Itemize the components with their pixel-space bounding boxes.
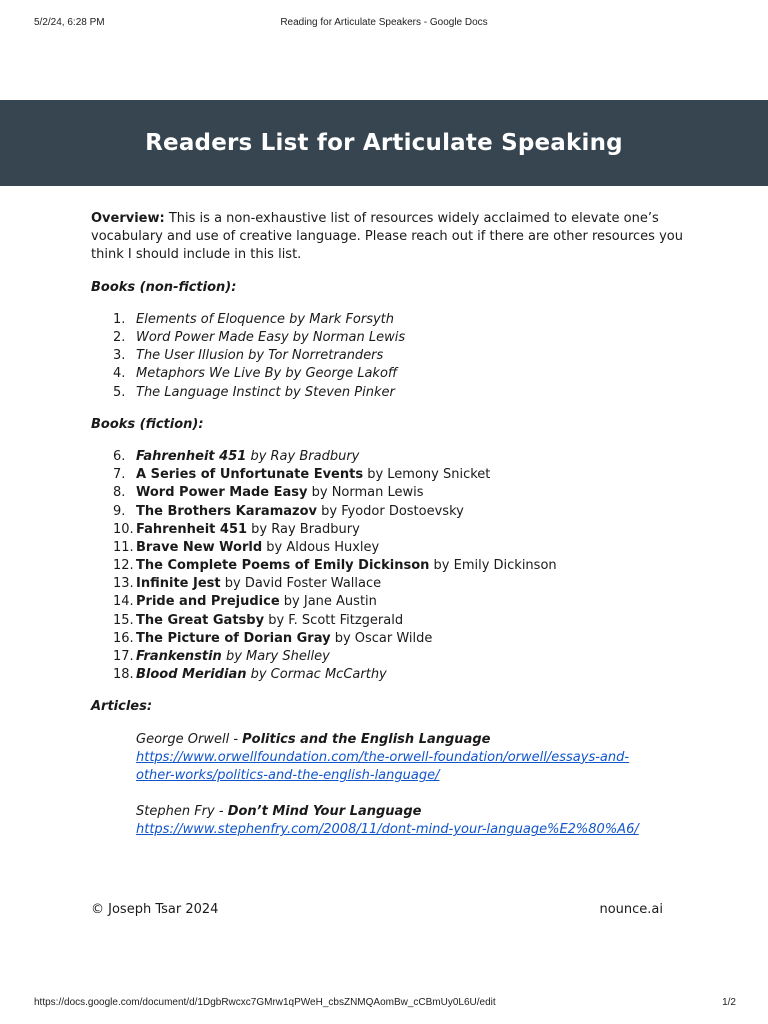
book-author: by Aldous Huxley <box>262 539 380 555</box>
nonfiction-heading: Books (non-fiction): <box>91 279 237 295</box>
article-title: Don’t Mind Your Language <box>227 804 422 820</box>
print-header <box>0 17 768 31</box>
list-item <box>91 521 691 539</box>
list-number: 9. <box>113 503 126 519</box>
list-item <box>91 539 691 557</box>
list-item <box>91 347 691 365</box>
list-number: 14. <box>113 594 134 610</box>
book-author: by Lemony Snicket <box>363 467 491 483</box>
book-author: by Cormac McCarthy <box>246 667 387 683</box>
print-doc-title: Reading for Articulate Speakers - Google Docs <box>280 17 488 28</box>
list-item <box>91 311 691 329</box>
book-entry <box>136 557 691 575</box>
book-entry <box>136 575 691 593</box>
overview-text: This is a non-exhaustive list of resources widely acclaimed to elevate one’s vocabulary and use of creative language. Please reach out if there are other resources you think I should include in this list. <box>91 211 683 263</box>
article-citation <box>136 803 691 821</box>
book-author: by F. Scott Fitzgerald <box>264 612 404 628</box>
copyright-text: © Joseph Tsar 2024 <box>91 902 219 917</box>
book-entry <box>136 630 691 648</box>
list-number: 4. <box>113 366 126 382</box>
overview-paragraph <box>91 210 691 265</box>
book-title: Fahrenheit 451 <box>136 521 248 537</box>
list-number: 8. <box>113 485 126 501</box>
print-url: https://docs.google.com/document/d/1DgbRwcxc7GMrw1qPWeH_cbsZNMQAomBw_cCBmUy0L6U/edit <box>34 997 496 1008</box>
list-number: 5. <box>113 384 126 400</box>
book-author: by Oscar Wilde <box>330 630 433 646</box>
list-item <box>91 329 691 347</box>
book-title: Pride and Prejudice <box>136 594 280 610</box>
list-number: 1. <box>113 311 126 327</box>
book-entry <box>136 484 691 502</box>
book-entry <box>136 612 691 630</box>
document-body <box>91 210 691 858</box>
overview-label: Overview: <box>91 211 165 226</box>
list-number: 13. <box>113 576 134 592</box>
book-entry <box>136 648 691 666</box>
book-author: by Emily Dickinson <box>429 558 557 574</box>
book-author: by Ray Bradbury <box>246 448 360 464</box>
list-item <box>91 503 691 521</box>
book-author: by Ray Bradbury <box>247 521 360 537</box>
site-name: nounce.ai <box>599 902 663 917</box>
print-page-number: 1/2 <box>722 997 736 1008</box>
nonfiction-list <box>91 311 691 402</box>
list-number: 6. <box>113 448 126 464</box>
book-title: The Picture of Dorian Gray <box>136 630 331 646</box>
articles-list <box>91 731 691 840</box>
list-number: 2. <box>113 330 126 345</box>
book-entry <box>136 466 691 484</box>
book-entry: The User Illusion by Tor Norretranders <box>136 348 384 364</box>
list-item <box>91 630 691 648</box>
book-title: Frankenstin <box>136 649 222 665</box>
book-entry <box>136 593 691 611</box>
article-link[interactable] <box>136 822 639 837</box>
article-item <box>136 803 691 839</box>
list-item <box>91 666 691 684</box>
book-title: The Great Gatsby <box>136 612 265 628</box>
book-title: Word Power Made Easy <box>136 485 308 501</box>
list-number: 16. <box>113 630 134 646</box>
list-item <box>91 575 691 593</box>
book-entry <box>136 521 691 539</box>
book-entry <box>136 666 691 684</box>
list-item <box>91 593 691 611</box>
article-citation <box>136 731 691 749</box>
book-author: by Norman Lewis <box>307 485 424 501</box>
fiction-list <box>91 448 691 684</box>
book-title: The Brothers Karamazov <box>136 503 317 519</box>
list-item <box>91 466 691 484</box>
book-author: by Jane Austin <box>279 594 377 610</box>
book-author: by Fyodor Dostoevsky <box>317 503 464 519</box>
book-entry: Word Power Made Easy by Norman Lewis <box>136 330 406 345</box>
article-link-block <box>136 821 691 839</box>
article-url-line: https://www.stephenfry.com/2008/11/dont-mind-your-language%E2%80%A6/ <box>136 822 639 838</box>
list-number: 7. <box>113 467 126 483</box>
book-title: The Complete Poems of Emily Dickinson <box>136 558 430 574</box>
list-number: 11. <box>113 539 134 555</box>
article-url-line: other-works/politics-and-the-english-language/ <box>136 768 440 783</box>
list-number: 15. <box>113 612 134 628</box>
book-entry: The Language Instinct by Steven Pinker <box>136 384 395 400</box>
list-item <box>91 612 691 630</box>
book-title: Fahrenheit 451 <box>136 448 247 464</box>
articles-heading: Articles: <box>91 699 153 715</box>
book-entry: Metaphors We Live By by George Lakoff <box>136 366 398 382</box>
article-link-block <box>136 749 691 785</box>
fiction-heading: Books (fiction): <box>91 416 204 432</box>
book-entry <box>136 539 691 557</box>
book-entry <box>136 448 691 466</box>
list-item <box>91 557 691 575</box>
book-author: by Mary Shelley <box>221 649 330 665</box>
list-number: 3. <box>113 348 126 364</box>
book-title: Blood Meridian <box>136 667 247 683</box>
book-entry <box>136 503 691 521</box>
list-item <box>91 648 691 666</box>
book-author: by David Foster Wallace <box>220 576 382 592</box>
list-item <box>91 365 691 383</box>
list-number: 10. <box>113 521 134 537</box>
book-title: Infinite Jest <box>136 576 221 592</box>
list-item <box>91 484 691 502</box>
page-title: Readers List for Articulate Speaking <box>145 130 623 156</box>
article-link[interactable] <box>136 750 629 783</box>
list-number: 18. <box>113 667 134 683</box>
article-url-line: https://www.orwellfoundation.com/the-orwell-foundation/orwell/essays-and- <box>136 749 630 765</box>
print-footer <box>0 997 768 1011</box>
book-entry: Elements of Eloquence by Mark Forsyth <box>136 311 395 327</box>
book-title: Brave New World <box>136 539 263 555</box>
document-footer <box>91 902 663 917</box>
article-author: Stephen Fry - <box>136 804 228 820</box>
list-number: 17. <box>113 649 134 665</box>
book-title: A Series of Unfortunate Events <box>136 467 364 483</box>
article-author: George Orwell - <box>136 731 243 747</box>
article-item <box>136 731 691 786</box>
list-number: 12. <box>113 558 134 574</box>
list-item <box>91 448 691 466</box>
article-title: Politics and the English Language <box>242 731 491 747</box>
list-item <box>91 384 691 402</box>
title-banner <box>0 100 768 186</box>
print-datetime: 5/2/24, 6:28 PM <box>34 17 105 28</box>
